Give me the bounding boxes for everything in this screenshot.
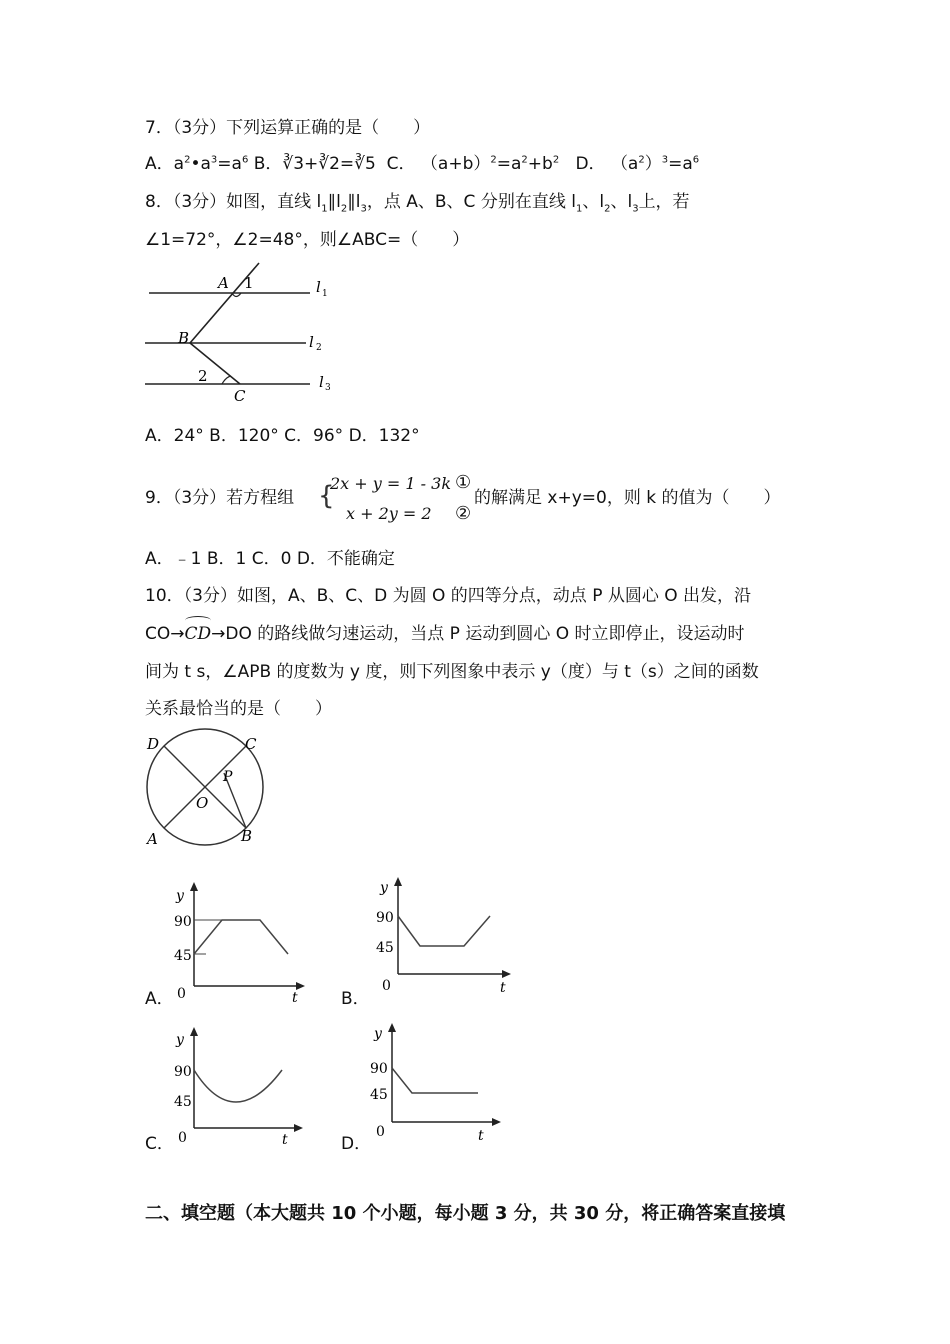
q9-mark1: ① xyxy=(455,472,472,493)
q10-graph-a xyxy=(170,878,310,1006)
q10-line3: 间为 t s，∠APB 的度数为 y 度，则下列图象中表示 y（度）与 t（s）之间的函数 xyxy=(145,662,759,682)
tick-0: 0 xyxy=(382,978,391,994)
label-y: y xyxy=(374,1026,382,1042)
tick-90: 90 xyxy=(370,1061,388,1077)
label-l2: l xyxy=(309,333,314,351)
q9-options: A．﹣1 B．1 C．0 D．不能确定 xyxy=(145,549,395,569)
q9-eq2: x + 2y = 2 xyxy=(346,504,432,523)
q8-sub3: 3 xyxy=(360,203,367,215)
q7-opt-a-exp1: 2 xyxy=(184,154,191,166)
label-D: D xyxy=(147,735,160,753)
q8-line1-end: 上，若 xyxy=(638,192,690,212)
q7-opt-a-base: a xyxy=(173,154,185,174)
q8-sub5: 2 xyxy=(604,203,611,215)
q10-circle-figure xyxy=(140,728,280,850)
label-A: A xyxy=(218,274,229,292)
t-arrow xyxy=(502,970,511,978)
label-angle-1: 1 xyxy=(244,274,254,292)
q7-opt-c-exp: 2 xyxy=(490,154,497,166)
y-arrow xyxy=(394,877,402,886)
q7-opt-a-exp3: 6 xyxy=(241,154,249,166)
q10-graph-a-label: A． xyxy=(145,989,174,1009)
tick-0: 0 xyxy=(178,1130,187,1146)
tick-45: 45 xyxy=(174,1094,192,1110)
y-arrow xyxy=(190,882,198,891)
graph-curve xyxy=(194,1070,282,1102)
angle-2-arc xyxy=(222,376,231,384)
label-B: B xyxy=(241,827,253,845)
tick-45: 45 xyxy=(370,1087,388,1103)
q8-sub2: 2 xyxy=(340,203,348,215)
q9-stem: 9．（3分）若方程组 xyxy=(145,488,295,508)
q9-after: 的解满足 x+y=0，则 k 的值为（ ） xyxy=(474,488,781,508)
q7-opt-a-label: A． xyxy=(145,154,174,174)
label-A: A xyxy=(147,830,158,848)
q7-opt-d-rest: ） xyxy=(644,154,662,174)
q8-parallel-lines-figure xyxy=(140,258,340,408)
q7-opt-d-exp3: 6 xyxy=(692,154,700,166)
q10-line4: 关系最恰当的是（ ） xyxy=(145,699,332,719)
q7-opt-c-exp3: 2 xyxy=(552,154,560,166)
q7-stem: 7．（3分）下列运算正确的是（ ） xyxy=(145,118,431,138)
q7-opt-b-label: B． xyxy=(248,154,283,174)
q7-opt-c-text: （a+b） xyxy=(420,154,491,174)
q9-eq1: 2x + y = 1 - 3k xyxy=(330,474,452,493)
graph-curve xyxy=(392,1068,478,1093)
q10-graph-d xyxy=(366,1018,516,1146)
q8-sub1: 1 xyxy=(321,203,328,215)
q8-sep2: 、l xyxy=(610,192,633,212)
q8-stem-line1 xyxy=(145,190,690,214)
q10-arc-letters: CD xyxy=(184,624,212,644)
tick-90: 90 xyxy=(174,914,192,930)
tick-90: 90 xyxy=(174,1064,192,1080)
q7-opt-a-mid: •a xyxy=(190,154,211,174)
q8-line1-a: 8．（3分）如图，直线 l xyxy=(145,192,322,212)
q10-graph-c-label: C． xyxy=(145,1134,174,1154)
tick-0: 0 xyxy=(376,1124,385,1140)
label-t: t xyxy=(292,990,298,1006)
label-y: y xyxy=(176,1032,184,1048)
label-y: y xyxy=(380,880,388,896)
q10-line2-pre: CO→ xyxy=(145,624,185,644)
q10-arc-cd xyxy=(185,622,212,646)
q10-line1: 10．（3分）如图，A、B、C、D 为圆 O 的四等分点，动点 P 从圆心 O 出发，沿 xyxy=(145,586,752,606)
label-O: O xyxy=(196,794,209,812)
label-t: t xyxy=(500,980,506,996)
q7-opt-c-rest2: +b xyxy=(527,154,553,174)
q10-graph-b-label: B． xyxy=(341,989,370,1009)
y-arrow xyxy=(190,1027,198,1036)
tick-90: 90 xyxy=(376,910,394,926)
label-l2-sub: 2 xyxy=(316,343,322,353)
label-B: B xyxy=(178,329,190,347)
label-t: t xyxy=(282,1132,288,1148)
q10-graph-c xyxy=(170,1022,310,1150)
label-l1: l xyxy=(316,278,321,296)
q7-options xyxy=(145,152,699,176)
q10-line2-post: →DO 的路线做匀速运动，当点 P 运动到圆心 O 时立即停止，设运动时 xyxy=(211,624,745,644)
label-C: C xyxy=(234,387,246,405)
q7-opt-a-exp2: 3 xyxy=(210,154,218,166)
graph-curve xyxy=(398,916,490,946)
label-l1-sub: 1 xyxy=(322,289,328,299)
q9-mark2: ② xyxy=(455,503,472,524)
t-arrow xyxy=(294,1124,303,1132)
q7-opt-d-exp2: 3 xyxy=(661,154,669,166)
label-l3-sub: 3 xyxy=(325,383,331,393)
q8-par1: ∥l xyxy=(327,192,341,212)
t-arrow xyxy=(296,982,305,990)
q7-opt-d-exp: 2 xyxy=(638,154,645,166)
label-angle-2: 2 xyxy=(198,367,208,385)
tick-45: 45 xyxy=(174,948,192,964)
q7-opt-d-label: D． xyxy=(575,154,606,174)
tick-0: 0 xyxy=(177,986,186,1002)
label-t: t xyxy=(478,1128,484,1144)
q8-par2: ∥l xyxy=(347,192,361,212)
section-2-heading: 二、填空题（本大题共 10 个小题，每小题 3 分，共 30 分，将正确答案直接填 xyxy=(145,1203,786,1224)
y-arrow xyxy=(388,1023,396,1032)
q7-opt-c-exp2: 2 xyxy=(521,154,528,166)
q7-opt-b-text: ∛3+∛2=∛5 xyxy=(282,154,376,174)
q8-options: A．24° B．120° C．96° D．132° xyxy=(145,426,420,446)
label-C: C xyxy=(245,735,257,753)
graph-curve xyxy=(194,920,288,954)
q9-brace: { xyxy=(318,481,335,511)
q8-sub4: 1 xyxy=(575,203,583,215)
q7-opt-d-rest2: =a xyxy=(668,154,693,174)
q10-graph-b xyxy=(372,872,522,998)
q7-opt-d-text: （a xyxy=(610,154,639,174)
q8-stem-line2: ∠1=72°，∠2=48°，则∠ABC=（ ） xyxy=(145,230,470,250)
tick-45: 45 xyxy=(376,940,394,956)
q7-opt-c-rest: =a xyxy=(496,154,522,174)
label-l3: l xyxy=(319,373,324,391)
label-P: P xyxy=(223,769,233,785)
arc-mark xyxy=(185,616,212,625)
q7-opt-a-eq: =a xyxy=(217,154,242,174)
q10-line2 xyxy=(145,622,745,646)
q8-sub6: 3 xyxy=(632,203,639,215)
q7-opt-c-label: C． xyxy=(386,154,416,174)
label-y: y xyxy=(176,888,184,904)
q8-line1-rest: ，点 A、B、C 分别在直线 l xyxy=(366,192,576,212)
t-arrow xyxy=(492,1118,501,1126)
q10-graph-d-label: D． xyxy=(341,1134,372,1154)
q8-sep1: 、l xyxy=(582,192,605,212)
